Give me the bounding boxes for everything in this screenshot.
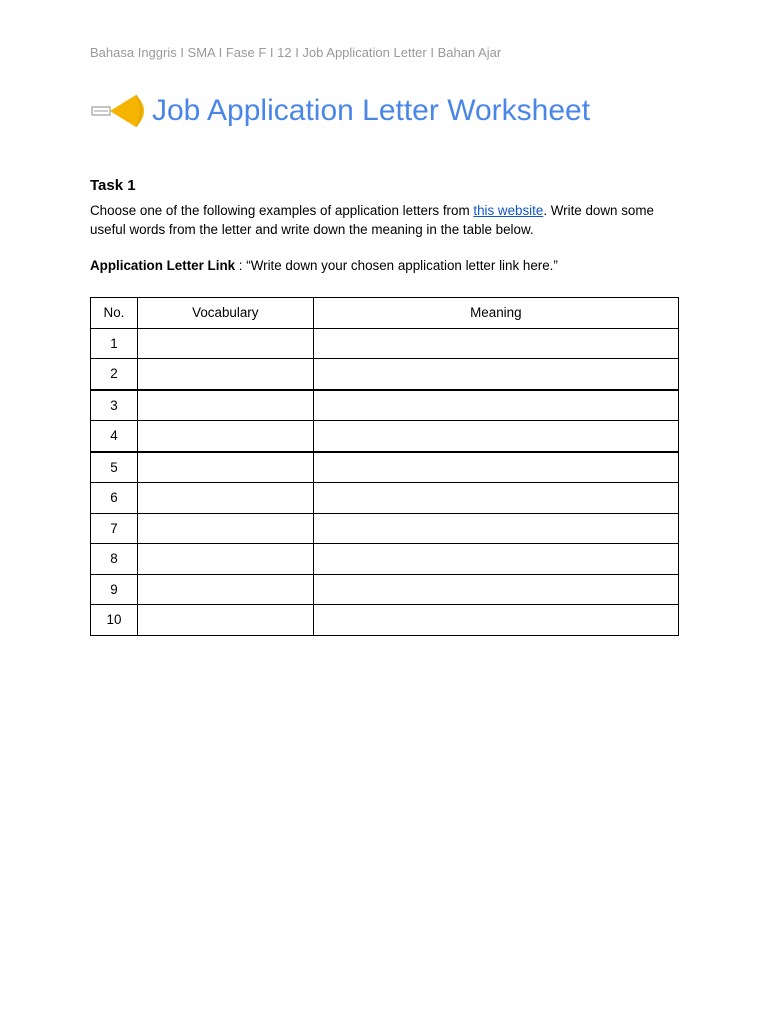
vocabulary-cell[interactable] xyxy=(137,452,313,483)
table-row xyxy=(91,513,679,544)
table-row xyxy=(91,483,679,514)
meaning-cell[interactable] xyxy=(313,574,678,605)
meaning-cell[interactable] xyxy=(313,359,678,390)
meaning-cell[interactable] xyxy=(313,390,678,421)
letter-link-separator: : xyxy=(235,258,247,273)
table-row xyxy=(91,574,679,605)
meaning-cell[interactable] xyxy=(313,328,678,359)
vocabulary-table xyxy=(90,297,679,636)
vocabulary-cell[interactable] xyxy=(137,328,313,359)
table-header-row xyxy=(91,298,679,329)
row-number: 5 xyxy=(91,452,138,483)
title-row xyxy=(90,90,590,132)
row-number: 9 xyxy=(91,574,138,605)
table-row xyxy=(91,452,679,483)
instruction-text-start: Choose one of the following examples of application letters from xyxy=(90,203,474,218)
row-number: 3 xyxy=(91,390,138,421)
vocabulary-cell[interactable] xyxy=(137,359,313,390)
meaning-cell[interactable] xyxy=(313,483,678,514)
row-number: 8 xyxy=(91,544,138,575)
row-number: 6 xyxy=(91,483,138,514)
letter-link-placeholder: “Write down your chosen application letter link here.” xyxy=(246,258,558,273)
letter-link-label: Application Letter Link xyxy=(90,258,236,273)
vocabulary-cell[interactable] xyxy=(137,421,313,452)
row-number: 2 xyxy=(91,359,138,390)
page-title: Job Application Letter Worksheet xyxy=(152,94,591,127)
instruction-text-end: . Write down some useful words from the letter and write down the meaning in the table below. xyxy=(90,203,654,237)
task-instructions xyxy=(90,201,690,239)
row-number: 7 xyxy=(91,513,138,544)
document-header: Bahasa Inggris I SMA I Fase F I 12 I Job Application Letter I Bahan Ajar xyxy=(90,45,502,60)
meaning-cell[interactable] xyxy=(313,513,678,544)
column-header-no: No. xyxy=(91,298,138,329)
row-number: 1 xyxy=(91,328,138,359)
vocabulary-cell[interactable] xyxy=(137,605,313,636)
application-letter-link-line xyxy=(90,258,558,273)
column-header-meaning: Meaning xyxy=(313,298,678,329)
table-row xyxy=(91,605,679,636)
vocabulary-cell[interactable] xyxy=(137,544,313,575)
table-row xyxy=(91,359,679,390)
column-header-vocabulary: Vocabulary xyxy=(137,298,313,329)
task-heading: Task 1 xyxy=(90,177,136,194)
vocabulary-cell[interactable] xyxy=(137,390,313,421)
table-row xyxy=(91,421,679,452)
table-row xyxy=(91,328,679,359)
meaning-cell[interactable] xyxy=(313,605,678,636)
meaning-cell[interactable] xyxy=(313,452,678,483)
vocabulary-cell[interactable] xyxy=(137,513,313,544)
meaning-cell[interactable] xyxy=(313,421,678,452)
meaning-cell[interactable] xyxy=(313,544,678,575)
row-number: 10 xyxy=(91,605,138,636)
vocabulary-cell[interactable] xyxy=(137,574,313,605)
table-row xyxy=(91,544,679,575)
row-number: 4 xyxy=(91,421,138,452)
table-row xyxy=(91,390,679,421)
megaphone-icon xyxy=(90,90,152,132)
vocabulary-cell[interactable] xyxy=(137,483,313,514)
website-link[interactable]: this website xyxy=(473,203,544,218)
